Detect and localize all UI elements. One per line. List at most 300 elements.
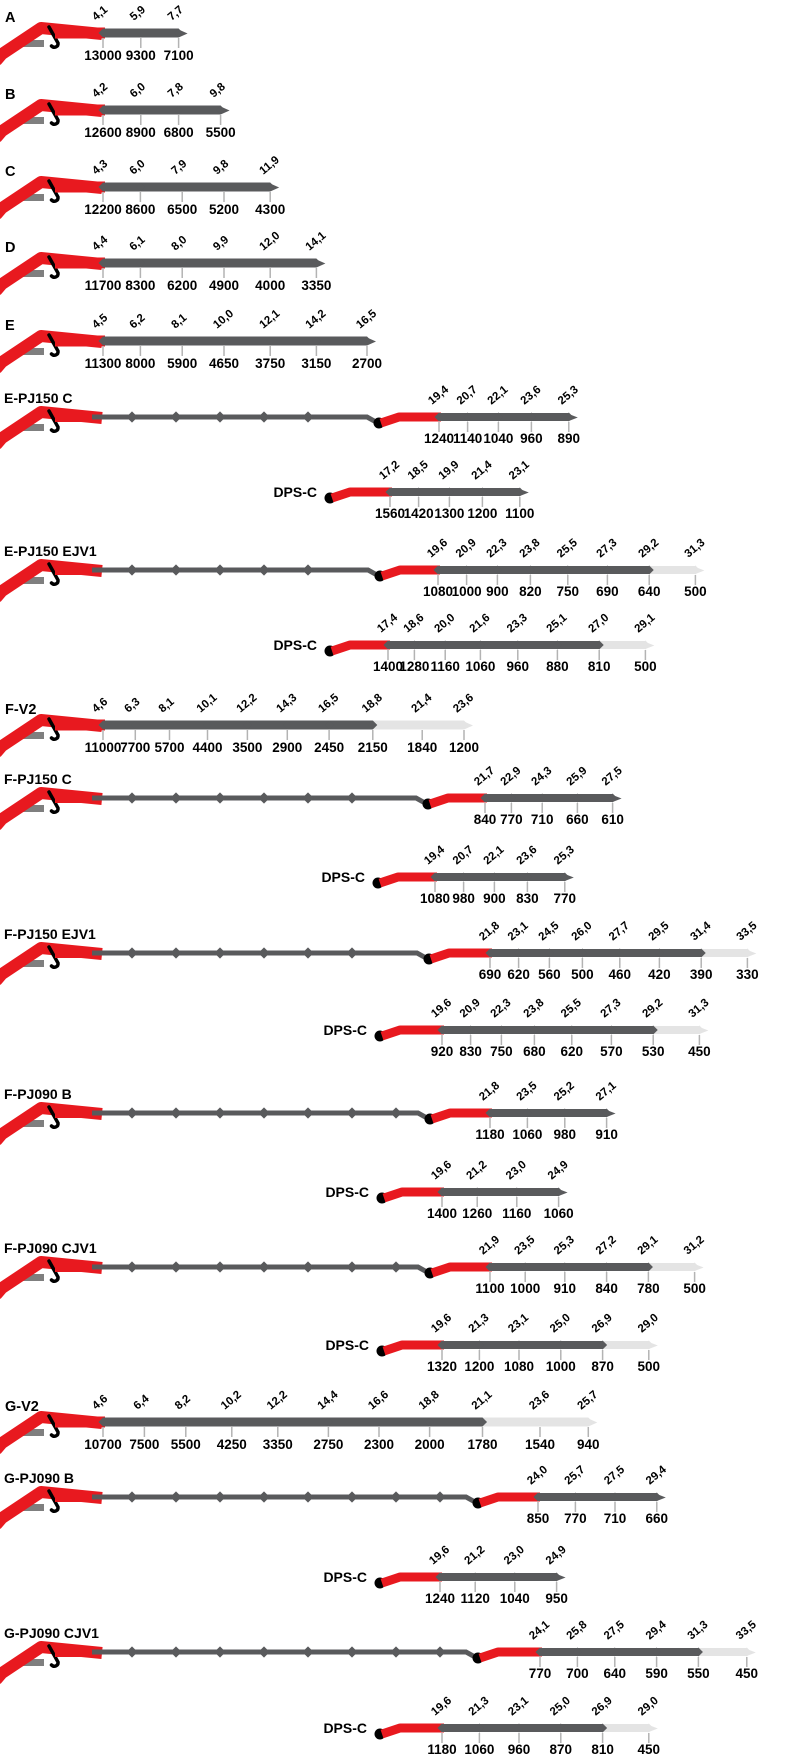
load-label: 1000 [545,1359,576,1374]
reach-label: 31,3 [685,1618,711,1643]
reach-label: 23,0 [504,1158,529,1183]
reach-label: 8,0 [169,233,190,254]
load-label: 8300 [125,278,156,293]
load-label: 840 [473,812,497,827]
section-label: G-PJ090 CJV1 [4,1625,99,1641]
boom-red-segment [55,720,105,731]
reach-label: 25,7 [575,1388,601,1413]
load-label: 1080 [422,584,454,599]
boom-red-segment [55,182,105,193]
section-label: G-V2 [5,1399,39,1415]
load-label: 2750 [313,1437,344,1452]
reach-label: 24,9 [545,1158,571,1183]
boom-joint-diamond [346,792,357,803]
boom-red-segment [55,258,105,269]
load-label: 1540 [524,1437,556,1452]
load-label: 1120 [460,1591,490,1606]
load-label: 2150 [357,740,388,755]
load-label: 500 [634,659,657,674]
main-boom-thin [92,798,425,803]
reach-label: 25,1 [544,611,570,636]
boom-joint-diamond [214,564,225,575]
load-label: 640 [603,1666,627,1681]
section-label: DPS-C [325,1184,369,1200]
load-label: 810 [591,1742,614,1754]
load-label: 1040 [483,431,514,446]
load-label: 940 [577,1437,600,1452]
section-label: G-PJ090 B [4,1470,75,1486]
reach-label: 24,9 [543,1543,569,1568]
boom-red-segment [55,1417,105,1428]
load-label: 2450 [314,740,345,755]
load-label: 1060 [543,1206,574,1221]
boom-joint-diamond [126,411,137,422]
main-boom-thin [92,1652,475,1657]
boom-red-segment [55,565,92,575]
reach-label: 29,1 [635,1233,661,1258]
section-label: A [5,10,16,26]
load-label: 1100 [505,506,535,521]
load-label: 1180 [427,1742,457,1754]
load-label: 13000 [84,48,122,63]
boom-joint-diamond [346,1491,357,1502]
reach-label: 19,4 [426,383,452,408]
load-label: 770 [553,891,577,906]
reach-label: 19,6 [429,1694,455,1719]
load-label: 4400 [192,740,223,755]
reach-label: 25,7 [562,1463,588,1488]
boom-bar-faded [648,1263,694,1271]
boom-bar [390,488,520,496]
reach-label: 24,5 [536,919,562,944]
boom-joint-diamond [126,792,137,803]
load-label: 910 [595,1127,618,1142]
load-label: 620 [507,967,530,982]
reach-label: 17,4 [375,611,401,636]
reach-label: 23,0 [502,1543,527,1568]
boom-joint-diamond [214,1107,225,1118]
reach-label: 29,5 [646,919,672,944]
load-label: 8600 [125,202,156,217]
section-g-pj090-b-19 [0,1463,669,1526]
reach-label: 23,8 [517,536,543,561]
load-label: 11700 [84,278,122,293]
jib-red-segment [430,798,487,804]
reach-label: 7,7 [165,3,186,24]
boom-red-segment [55,793,92,803]
load-label: 450 [637,1742,661,1754]
load-label: 610 [601,812,624,827]
reach-label: 27,7 [607,919,632,944]
load-label: 500 [683,1281,706,1296]
section-label: DPS-C [321,869,365,885]
load-label: 900 [486,584,509,599]
boom-joint-diamond [434,1646,445,1657]
boom-bar [103,259,316,268]
load-label: 500 [684,584,707,599]
boom-joint-diamond [126,564,137,575]
load-label: 1320 [426,1359,458,1374]
section-label: E [5,318,15,334]
reach-label: 22,3 [484,536,510,561]
load-label: 1400 [372,659,404,674]
load-label: 4900 [208,278,240,293]
section-label: F-PJ150 EJV1 [4,926,96,942]
reach-label: 9,8 [207,80,228,101]
section-label: B [5,87,16,103]
boom-joint-diamond [346,1646,357,1657]
reach-label: 33,5 [734,1618,759,1643]
section-f-pj090-cjv1-16 [0,1233,707,1296]
boom-joint-diamond [214,1646,225,1657]
boom-red-segment [55,1262,92,1272]
reach-label: 11,9 [257,154,282,178]
load-label: 890 [557,431,581,446]
load-label: 460 [608,967,632,982]
load-label: 770 [528,1666,552,1681]
boom-joint-diamond [258,1491,269,1502]
jib-red-segment [381,417,441,423]
reach-label: 6,4 [131,1392,152,1413]
load-label: 1160 [430,659,460,674]
reach-label: 25,0 [548,1311,573,1336]
boom-bar [435,873,565,881]
section-dps-c-17 [325,1311,660,1374]
load-label: 680 [523,1044,546,1059]
boom-joint-diamond [346,1261,357,1272]
section-f-pj090-b-14 [0,1079,619,1142]
load-label: 8000 [125,356,156,371]
reach-label: 23,8 [521,996,547,1021]
boom-joint-diamond [170,1646,181,1657]
reach-label: 12,2 [265,1388,290,1413]
boom-bar-faded [603,1724,649,1732]
boom-bar-faded [701,949,747,957]
boom-bar [440,1573,557,1581]
reach-label: 26,0 [569,919,595,944]
section-dps-c-6 [273,458,534,521]
section-dps-c-22 [323,1694,660,1754]
load-label: 1160 [502,1206,532,1221]
reach-label: 21,4 [469,458,495,483]
load-label: 2900 [272,740,303,755]
reach-label: 12,2 [234,691,260,716]
reach-label: 29,2 [636,536,662,561]
boom-joint-diamond [214,792,225,803]
load-label: 8900 [125,125,156,140]
reach-label: 22,1 [485,383,511,408]
reach-label: 23,3 [505,611,530,636]
reach-label: 23,6 [451,691,477,716]
boom-joint-diamond [302,792,313,803]
boom-joint-diamond [170,947,181,958]
reach-label: 27,5 [602,1463,628,1488]
load-label: 6500 [167,202,198,217]
section-label: F-V2 [5,702,37,718]
reach-label: 21,2 [462,1543,488,1568]
reach-label: 21,4 [409,691,435,716]
boom-red-segment [55,1108,92,1118]
load-label: 3150 [301,356,332,371]
section-label: D [5,240,16,256]
boom-joint-diamond [214,1491,225,1502]
boom-bar [439,413,569,421]
load-label: 980 [452,891,475,906]
reach-label: 22,9 [498,764,524,789]
boom-joint-diamond [346,1107,357,1118]
boom-bar [485,794,613,802]
section-label: DPS-C [323,1720,367,1736]
reach-label: 14,4 [315,1388,341,1413]
reach-label: 4,6 [90,1392,111,1413]
reach-label: 27,3 [594,536,620,561]
load-label: 870 [591,1359,614,1374]
load-label: 1240 [424,1591,456,1606]
jib-red-segment [382,1030,444,1036]
load-label: 5200 [208,202,240,217]
reach-label: 19,6 [425,536,451,561]
reach-label: 4,5 [90,311,111,332]
reach-label: 21,8 [477,1079,503,1104]
reach-label: 19,6 [429,1311,455,1336]
load-label: 1420 [403,506,434,521]
reach-label: 27,0 [586,611,612,636]
boom-joint-diamond [214,1261,225,1272]
load-label: 6200 [167,278,198,293]
boom-bar-faded [698,1648,746,1656]
load-label: 840 [595,1281,618,1296]
load-label: 1780 [467,1437,498,1452]
load-label: 1200 [464,1359,495,1374]
reach-label: 25,9 [564,764,590,789]
jib-red-segment [432,1267,492,1273]
load-label: 1060 [464,1742,495,1754]
boom-joint-diamond [170,564,181,575]
section-label: E-PJ150 C [4,390,73,406]
section-dps-c-8 [273,611,657,674]
load-label: 700 [566,1666,589,1681]
reach-label: 20,9 [457,996,483,1021]
reach-label: 23,6 [514,843,540,868]
boom-red-segment [55,28,105,39]
boom-bar [442,1188,559,1196]
reach-label: 23,6 [518,383,544,408]
boom-red-segment [55,1492,92,1502]
reach-label: 4,1 [90,3,111,24]
section-e-pj150-ejv1-7 [0,536,707,599]
section-g-v2-18 [0,1388,600,1452]
load-label: 12600 [84,125,122,140]
reach-label: 26,9 [589,1694,615,1719]
reach-label: 20,9 [453,536,479,561]
reach-label: 33,5 [734,919,760,944]
boom-joint-diamond [258,411,269,422]
reach-label: 19,6 [427,1543,453,1568]
reach-label: 24,3 [529,764,555,789]
boom-bar-faded [603,1341,649,1349]
reach-label: 27,2 [593,1233,619,1258]
boom-joint-diamond [390,1491,401,1502]
reach-label: 8,2 [173,1392,193,1413]
boom-red-segment [55,948,92,958]
load-label: 3750 [255,356,286,371]
load-label: 660 [566,812,589,827]
reach-label: 18,8 [360,691,385,716]
section-label: DPS-C [323,1022,367,1038]
boom-joint-diamond [170,1261,181,1272]
load-label: 7100 [163,48,194,63]
load-label: 850 [526,1511,550,1526]
boom-joint-diamond [126,1107,137,1118]
boom-joint-diamond [258,564,269,575]
boom-bar [490,1109,607,1117]
load-label: 960 [507,1742,531,1754]
reach-label: 29,0 [636,1694,661,1719]
boom-joint-diamond [214,947,225,958]
load-label: 4250 [216,1437,247,1452]
jib-red-segment [382,1577,442,1583]
load-label: 1080 [419,891,451,906]
boom-joint-diamond [170,1107,181,1118]
reach-label: 18,6 [401,611,427,636]
load-label: 450 [688,1044,711,1059]
load-label: 830 [459,1044,482,1059]
section-label: E-PJ150 EJV1 [4,543,97,559]
load-label: 590 [645,1666,668,1681]
boom-bar [538,1493,657,1501]
load-label: 11000 [84,740,122,755]
section-label: F-PJ150 C [4,771,72,787]
reach-label: 31,3 [686,996,712,1021]
reach-label: 8,1 [169,311,190,332]
load-label: 750 [556,584,580,599]
boom-red-segment [55,412,92,422]
reach-label: 24,1 [527,1618,553,1643]
boom-joint-diamond [302,1107,313,1118]
boom-joint-diamond [302,1491,313,1502]
load-label: 2700 [351,356,383,371]
reach-label: 18,8 [416,1388,442,1413]
load-label: 5500 [170,1437,201,1452]
reach-label: 21,2 [464,1158,490,1183]
load-label: 780 [637,1281,660,1296]
load-label: 330 [736,967,759,982]
load-label: 770 [500,812,523,827]
reach-label: 6,2 [127,311,148,332]
jib-red-segment [432,1113,492,1119]
load-label: 1560 [374,506,406,521]
reach-label: 29,0 [636,1311,661,1336]
boom-joint-diamond [170,792,181,803]
boom-joint-diamond [346,947,357,958]
section-f-pj150-c-10 [0,764,625,827]
reach-label: 7,9 [169,157,190,178]
section-label: F-PJ090 CJV1 [4,1240,97,1256]
load-label: 710 [530,812,554,827]
section-dps-c-15 [325,1159,573,1221]
reach-label: 7,8 [165,80,186,101]
jib-red-segment [332,645,390,651]
reach-label: 8,1 [156,695,177,716]
reach-label: 4,2 [90,80,111,101]
load-label: 1100 [475,1281,505,1296]
load-label: 710 [603,1511,627,1526]
reach-label: 16,5 [354,307,380,332]
reach-label: 6,0 [128,80,148,101]
main-boom-thin [92,953,426,958]
load-label: 770 [564,1511,587,1526]
reach-label: 27,5 [602,1618,627,1643]
load-label: 1000 [510,1281,541,1296]
boom-bar-faded [483,1418,589,1427]
load-label: 11300 [84,356,122,371]
reach-label: 25,0 [548,1694,573,1719]
load-label: 1240 [423,431,455,446]
section-f-pj150-ejv1-12 [0,919,760,982]
reach-label: 19,4 [422,843,448,868]
boom-bar [388,641,599,649]
boom-joint-diamond [170,1491,181,1502]
load-label: 1180 [475,1127,505,1142]
reach-label: 4,3 [90,157,111,178]
reach-label: 21,8 [477,919,503,944]
load-label: 640 [637,584,661,599]
load-label: 500 [637,1359,661,1374]
reach-label: 14,2 [303,307,329,332]
boom-joint-diamond [390,1646,401,1657]
reach-label: 23,1 [506,1694,532,1719]
load-label: 3500 [232,740,263,755]
reach-label: 6,0 [127,157,148,178]
reach-label: 21,7 [472,764,498,789]
load-label: 1060 [465,659,496,674]
reach-label: 20,7 [454,383,480,408]
boom-joint-diamond [214,411,225,422]
boom-joint-diamond [258,1107,269,1118]
section-dps-c-13 [323,996,711,1059]
reach-label: 25,5 [555,536,580,561]
section-f-v2-9 [0,691,479,755]
load-label: 1140 [452,431,483,446]
boom-joint-diamond [170,411,181,422]
load-label: 1260 [462,1206,493,1221]
section-e-4 [0,307,382,371]
load-label: 2000 [414,1437,445,1452]
jib-red-segment [431,953,492,959]
load-label: 4000 [255,278,286,293]
reach-label: 12,0 [257,229,283,254]
section-g-pj090-cjv1-21 [0,1618,759,1681]
section-e-pj150-c-5 [0,383,581,446]
reach-label: 20,0 [432,611,458,636]
reach-label: 31,2 [681,1233,707,1258]
jib-red-segment [382,1728,444,1734]
reach-label: 29,2 [640,996,666,1021]
load-label: 950 [545,1591,568,1606]
boom-joint-diamond [302,1646,313,1657]
reach-label: 9,8 [211,157,232,178]
boom-joint-diamond [302,564,313,575]
load-label: 1060 [512,1127,543,1142]
reach-label: 29,4 [643,1618,669,1643]
reach-label: 31,4 [688,919,714,944]
boom-joint-diamond [302,411,313,422]
boom-joint-diamond [258,1646,269,1657]
reach-label: 25,3 [552,1233,577,1258]
load-label: 1200 [448,740,480,755]
section-label: DPS-C [325,1337,369,1353]
load-label: 3350 [262,1437,293,1452]
